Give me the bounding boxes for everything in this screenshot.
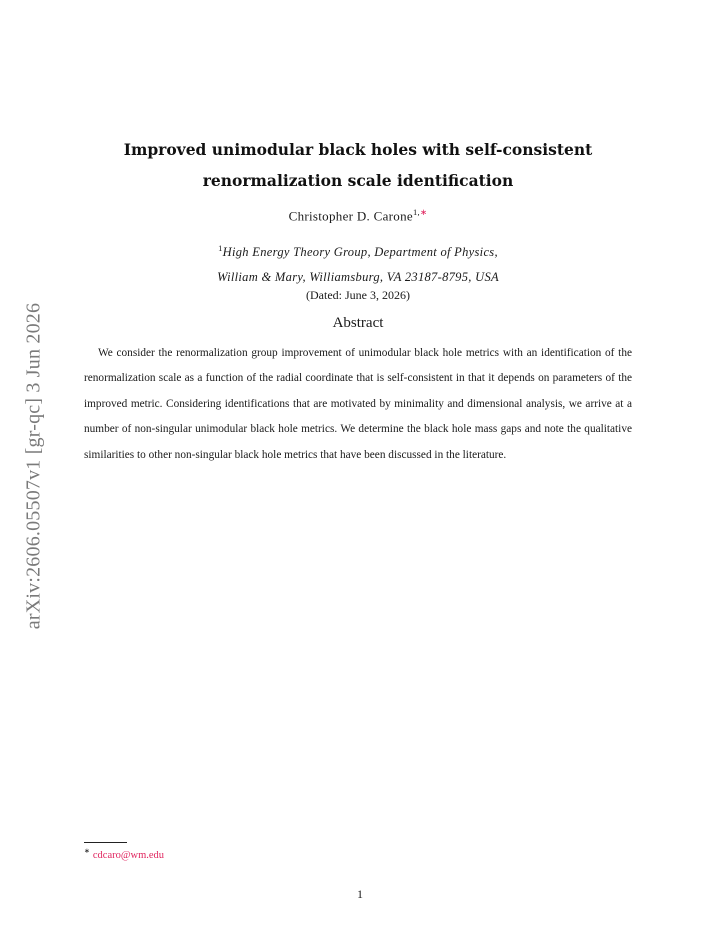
title-line-1: Improved unimodular black holes with self-consistent bbox=[123, 140, 593, 159]
paper-title bbox=[80, 134, 636, 196]
corresponding-author-mark[interactable]: ∗ bbox=[419, 207, 428, 217]
affiliation-line-1-text: High Energy Theory Group, Department of Physics, bbox=[222, 245, 498, 260]
author-line bbox=[80, 207, 636, 224]
author-name: Christopher D. Carone bbox=[288, 208, 413, 224]
footnote-divider bbox=[84, 842, 127, 843]
abstract-heading: Abstract bbox=[332, 315, 384, 331]
title-line-2: renormalization scale identification bbox=[202, 171, 514, 190]
abstract-text: We consider the renormalization group improvement of unimodular black hole metrics with an identification of the renormalization scale as a function of the radial coordinate that is self-consistent in that it depends on parameters of the improved metric. Considering identifications that are motivated by minimality and dimensional analysis, we arrive at a number of non-singular unimodular black hole metrics. We determine the black hole mass gaps and note the qualitative similarities to other non-singular black hole metrics that have been discussed in the literature. bbox=[84, 347, 632, 461]
author-email-link[interactable]: cdcaro@wm.edu bbox=[92, 849, 165, 861]
page-number: 1 bbox=[357, 887, 363, 901]
footnote bbox=[84, 847, 164, 861]
affiliation-line-2: William & Mary, Williamsburg, VA 23187-8795, USA bbox=[217, 270, 499, 285]
affiliation bbox=[80, 236, 636, 290]
affiliation-line-1 bbox=[80, 236, 636, 265]
author-affiliation-mark: 1, bbox=[412, 207, 420, 217]
affiliation-mark: 1 bbox=[218, 243, 223, 253]
footnote-mark: ∗ bbox=[84, 847, 90, 855]
arxiv-identifier-stamp[interactable]: arXiv:2606.05507v1 [gr-qc] 3 Jun 2026 bbox=[22, 302, 45, 630]
date-line: (Dated: June 3, 2026) bbox=[306, 288, 410, 302]
